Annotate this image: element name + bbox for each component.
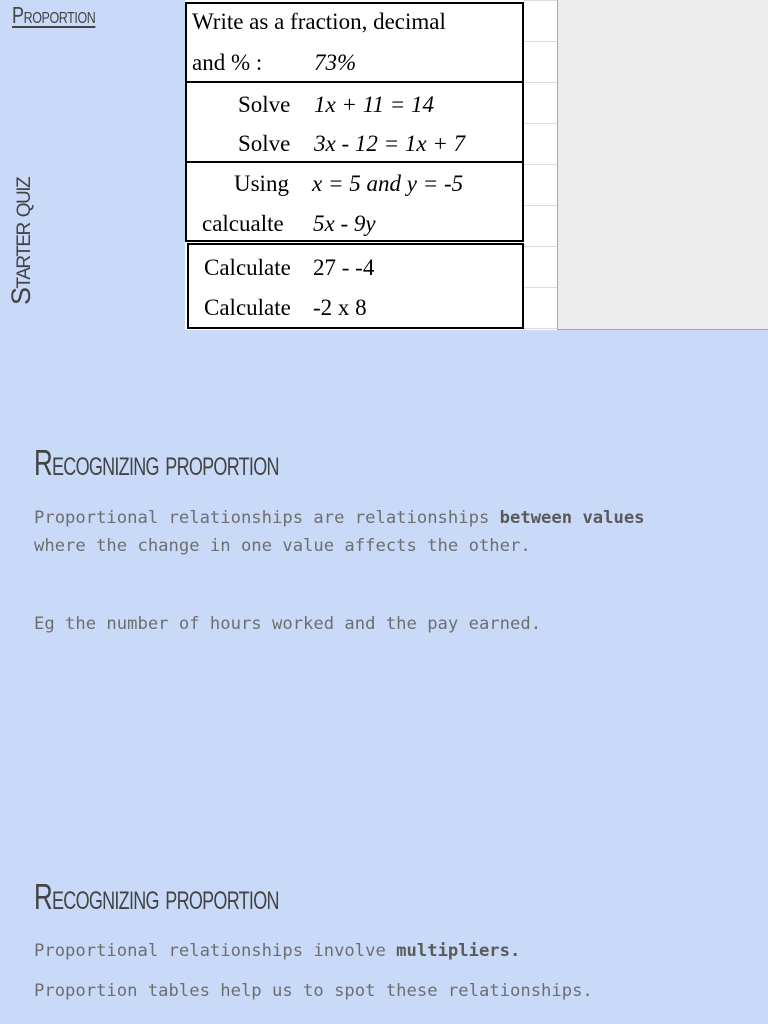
question-1-prefix: and % :	[192, 50, 263, 75]
section-2-title: Recognizing proportion	[34, 876, 279, 917]
question-3-expression-2: 5x - 9y	[313, 211, 376, 236]
section-1-example: Eg the number of hours worked and the pay earned.	[34, 614, 542, 634]
section-1-title: Recognizing proportion	[34, 442, 279, 483]
question-2-word-2: Solve	[238, 131, 291, 156]
question-4-expression-1: 27 - -4	[313, 255, 375, 280]
question-2-equation-1: 1x + 11 = 14	[314, 92, 435, 117]
question-2-equation-2: 3x - 12 = 1x + 7	[314, 131, 466, 156]
quiz-question-1	[185, 2, 524, 83]
section-1-paragraph-line-2: where the change in one value affects the other.	[34, 536, 531, 556]
question-1-line-1: Write as a fraction, decimal	[192, 9, 446, 34]
spreadsheet-grid	[523, 0, 559, 330]
section-1-text-start: Proportional relationships are relationships	[34, 508, 500, 528]
question-4-word-2: Calculate	[204, 295, 291, 320]
question-3-word-2: calcualte	[202, 211, 284, 236]
question-4-word-1: Calculate	[204, 255, 291, 280]
section-1-paragraph-line-1	[34, 508, 645, 528]
topic-title: Proportion	[12, 2, 96, 28]
question-1-value: 73%	[314, 50, 357, 75]
question-2-word-1: Solve	[238, 92, 291, 117]
question-3-expression-1: x = 5 and y = -5	[312, 171, 464, 196]
section-2-text-start: Proportional relationships involve	[34, 941, 397, 961]
quiz-question-2	[185, 81, 524, 163]
quiz-question-3	[185, 161, 524, 242]
section-1-text-bold: between values	[499, 508, 645, 528]
section-2-paragraph-line-2: Proportion tables help us to spot these relationships.	[34, 981, 593, 1001]
starter-quiz-label: Starter quiz	[6, 177, 36, 305]
quiz-question-4	[187, 243, 524, 329]
answer-panel[interactable]	[557, 0, 768, 330]
question-3-word-1: Using	[234, 171, 289, 196]
section-2-paragraph-line-1	[34, 941, 520, 961]
question-4-expression-2: -2 x 8	[313, 295, 367, 320]
section-2-text-bold: multipliers.	[396, 941, 521, 961]
